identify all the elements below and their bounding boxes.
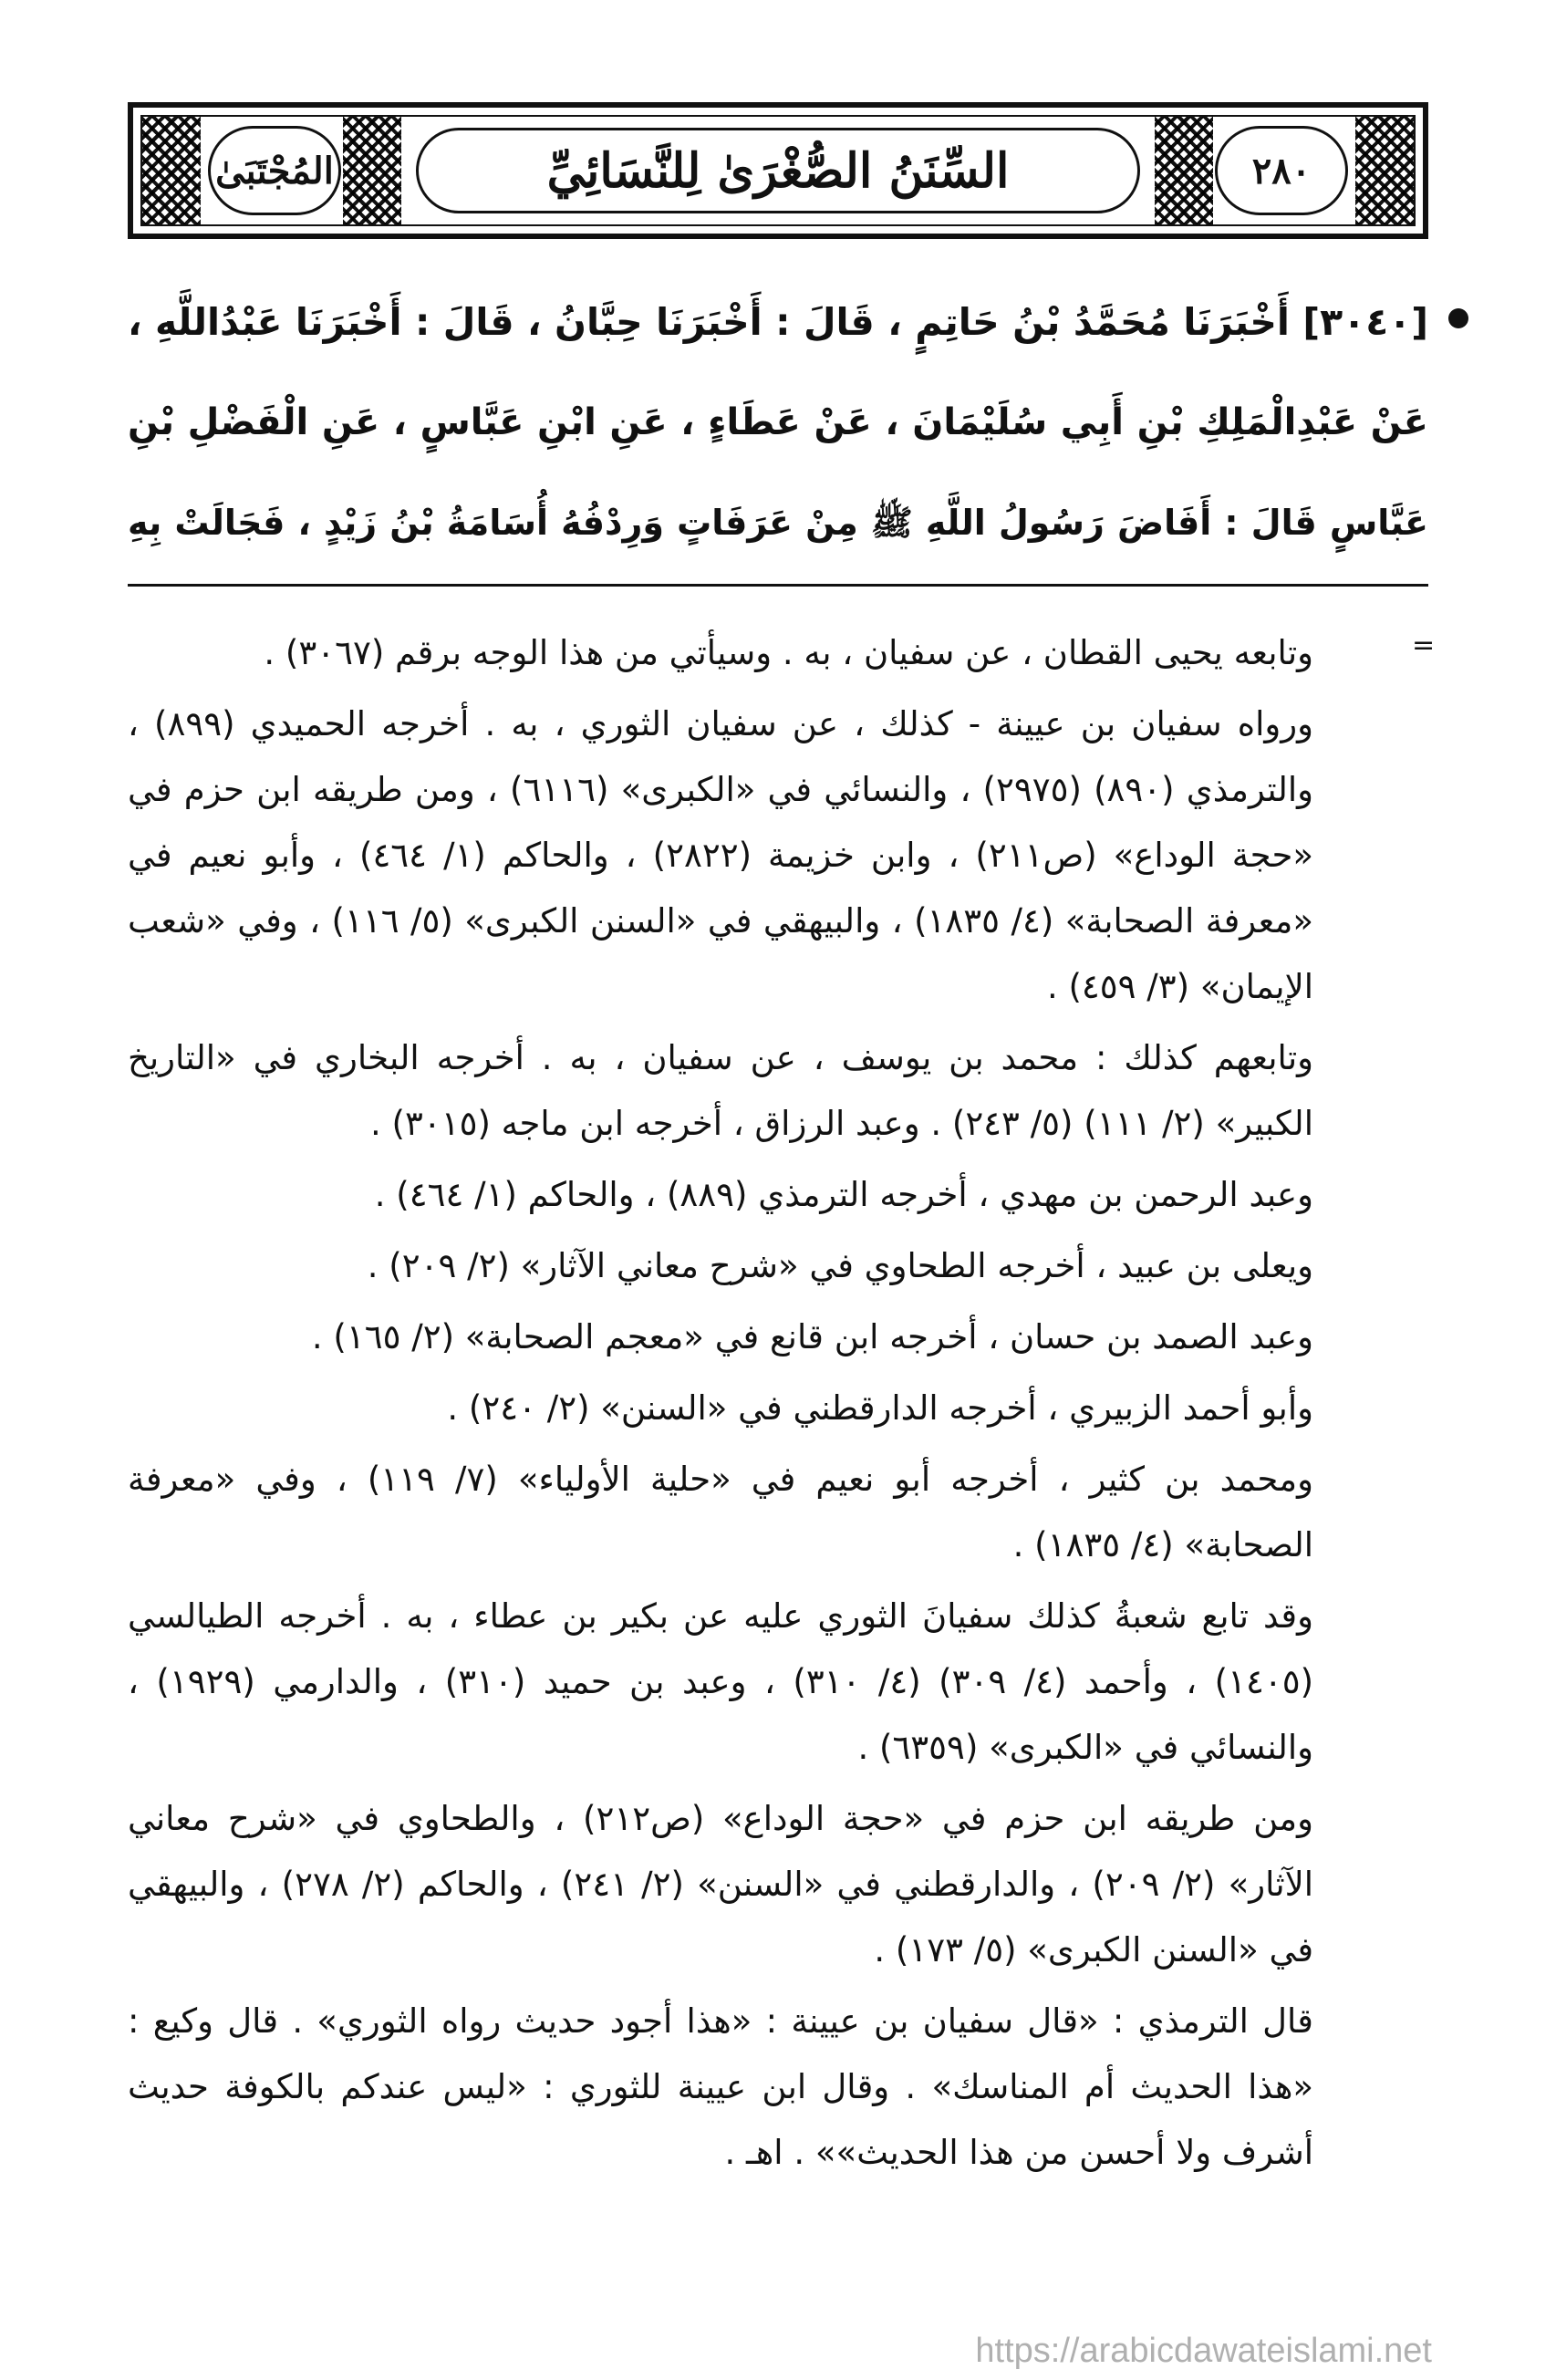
hadith-line: [٣٠٤٠] أَخْبَرَنَا مُحَمَّدُ بْنُ حَاتِمٍ ، قَالَ : أَخْبَرَنَا حِبَّانُ ، قَالَ : أَخْبَرَنَا عَبْدُاللَّهِ ، bbox=[128, 300, 1428, 344]
footnote-paragraph: ومحمد بن كثير ، أخرجه أبو نعيم في «حلية الأولياء» (٧/ ١١٩) ، وفي «معرفة الصحابة» (٤/ ١٨٣٥) . bbox=[128, 1460, 1313, 1564]
hadith-text bbox=[128, 272, 1428, 573]
continuation-mark: = bbox=[1412, 629, 1436, 661]
bullet-icon bbox=[1448, 308, 1468, 328]
footnote-paragraph: ويعلى بن عبيد ، أخرجه الطحاوي في «شرح معاني الآثار» (٢/ ٢٠٩) . bbox=[367, 1246, 1313, 1285]
footnote-paragraph: ومن طريقه ابن حزم في «حجة الوداع» (ص٢١٢) ، والطحاوي في «شرح معاني الآثار» (٢/ ٢٠٩) ، والدارقطني في «السنن» (٢/ ٢٤١) ، والحاكم (٢/ ٢٧٨) ، والبيهقي في «السنن الكبرى» (٥/ ١٧٣) . bbox=[128, 1799, 1314, 1969]
page-number: ٢٨٠ bbox=[1215, 126, 1348, 215]
book-title: السِّنَنُ الصُّغْرَىٰ لِلنَّسَائِيِّ bbox=[416, 128, 1140, 213]
emblem-medallion: المُجْتَبَىٰ bbox=[208, 126, 341, 215]
page-header bbox=[128, 102, 1428, 239]
footnote-paragraph: وأبو أحمد الزبيري ، أخرجه الدارقطني في «السنن» (٢/ ٢٤٠) . bbox=[447, 1388, 1313, 1428]
hadith-line: عَبَّاسٍ قَالَ : أَفَاضَ رَسُولُ اللَّهِ ﷺ مِنْ عَرَفَاتٍ وَرِدْفُهُ أُسَامَةُ بْنُ زَيْدٍ ، فَجَالَتْ بِهِ bbox=[128, 503, 1428, 543]
watermark-url: https://arabicdawateislami.net bbox=[975, 2332, 1432, 2370]
footnotes bbox=[128, 620, 1405, 2191]
footnote-paragraph: قال الترمذي : «قال سفيان بن عيينة : «هذا أجود حديث رواه الثوري» . قال وكيع : «هذا الحديث أم المناسك» . وقال ابن عيينة للثوري : «ليس عندكم بالكوفة حديث أشرف ولا أحسن من هذا الحديث»» . اهـ . bbox=[128, 2001, 1313, 2172]
ornament-pattern-icon bbox=[142, 117, 201, 224]
ornament-pattern-icon bbox=[1355, 117, 1414, 224]
footnote-paragraph: وقد تابع شعبةُ كذلك سفيانَ الثوري عليه عن بكير بن عطاء ، به . أخرجه الطيالسي (١٤٠٥) ، وأحمد (٤/ ٣٠٩) (٤/ ٣١٠) ، وعبد بن حميد (٣١٠) ، والدارمي (١٩٢٩) ، والنسائي في «الكبرى» (٦٣٥٩) . bbox=[128, 1596, 1314, 1767]
ornament-pattern-icon bbox=[343, 117, 401, 224]
footnote-divider bbox=[128, 584, 1428, 587]
footnote-paragraph: وعبد الرحمن بن مهدي ، أخرجه الترمذي (٨٨٩) ، والحاكم (١/ ٤٦٤) . bbox=[374, 1175, 1313, 1214]
footnote-paragraph: وعبد الصمد بن حسان ، أخرجه ابن قانع في «معجم الصحابة» (٢/ ١٦٥) . bbox=[311, 1317, 1313, 1356]
footnote-paragraph: وتابعه يحيى القطان ، عن سفيان ، به . وسيأتي من هذا الوجه برقم (٣٠٦٧) . bbox=[264, 633, 1313, 672]
footnote-paragraph: وتابعهم كذلك : محمد بن يوسف ، عن سفيان ، به . أخرجه البخاري في «التاريخ الكبير» (٢/ ١١١) (٥/ ٢٤٣) . وعبد الرزاق ، أخرجه ابن ماجه (٣٠١٥) . bbox=[128, 1038, 1313, 1143]
footnote-paragraph: ورواه سفيان بن عيينة - كذلك ، عن سفيان الثوري ، به . أخرجه الحميدي (٨٩٩) ، والترمذي (٨٩٠) (٢٩٧٥) ، والنسائي في «الكبرى» (٦١١٦) ، ومن طريقه ابن حزم في «حجة الوداع» (ص٢١١) ، وابن خزيمة (٢٨٢٢) ، والحاكم (١/ ٤٦٤) ، وأبو نعيم في «معرفة الصحابة» (٤/ ١٨٣٥) ، والبيهقي في «السنن الكبرى» (٥/ ١١٦) ، وفي «شعب الإيمان» (٣/ ٤٥٩) . bbox=[128, 704, 1314, 1006]
hadith-line: عَنْ عَبْدِالْمَلِكِ بْنِ أَبِي سُلَيْمَانَ ، عَنْ عَطَاءٍ ، عَنِ ابْنِ عَبَّاسٍ ، عَنِ الْفَضْلِ بْنِ bbox=[128, 401, 1428, 443]
header-frame bbox=[140, 115, 1416, 226]
ornament-pattern-icon bbox=[1155, 117, 1213, 224]
